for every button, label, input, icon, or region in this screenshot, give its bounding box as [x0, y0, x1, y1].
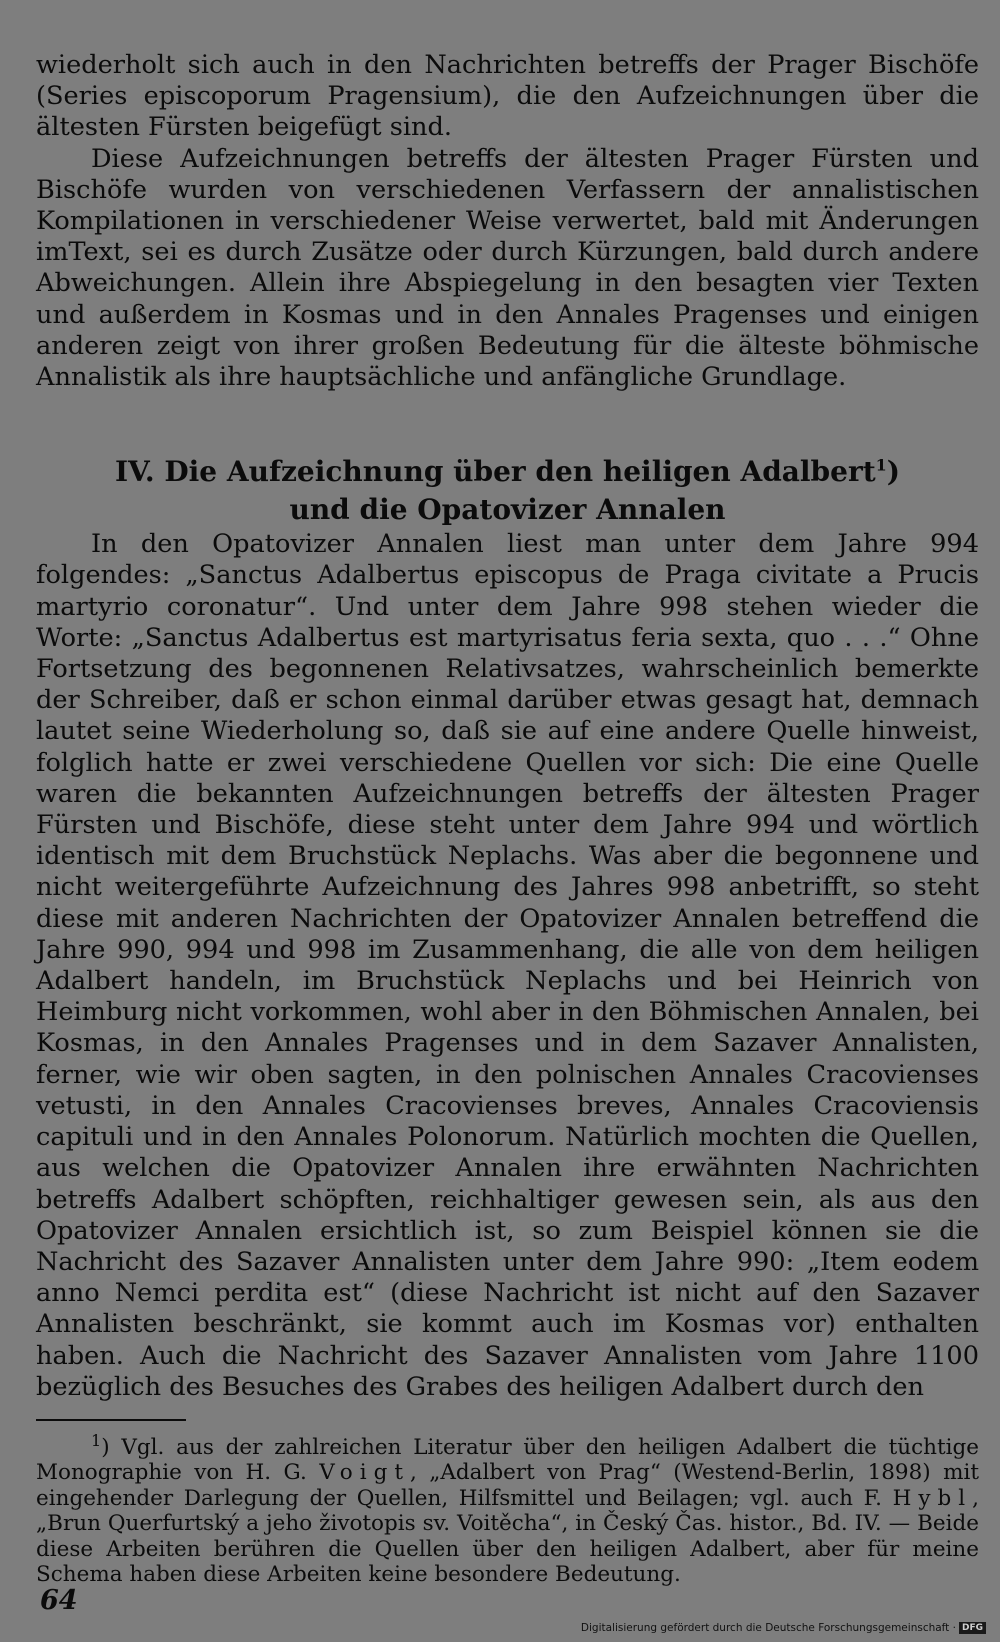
- page-content: [36, 50, 979, 1588]
- footnote-author-1: Voigt: [319, 1460, 410, 1486]
- heading-text-1: IV. Die Aufzeichnung über den heiligen Adalbert: [114, 455, 876, 489]
- section-heading: [36, 453, 979, 529]
- footnote-mark: 1: [91, 1430, 102, 1450]
- footnote: [36, 1430, 979, 1588]
- footnote-divider: [36, 1419, 186, 1421]
- heading-line-1: [36, 453, 979, 491]
- heading-paren: ): [886, 455, 901, 489]
- footnote-author-2: Hybl: [892, 1485, 973, 1511]
- paragraph-3: In den Opatovizer Annalen liest man unter dem Jahre 994 folgendes: „Sanctus Adalbertus episcopus de Praga civitate a Prucis martyrio coronatur“. Und unter dem Jahre 998 stehen wieder die Worte: „Sanctus Adalbertus est martyrisatus feria sexta, quo . . .“ Ohne Fortsetzung des begonnenen Relativsatzes, wahrscheinlich bemerkte der Schreiber, daß er schon einmal darüber etwas gesagt hat, demnach lautet seine Wiederholung so, daß sie auf eine andere Quelle hinweist, folglich hatte er zwei verschiedene Quellen vor sich: Die eine Quelle waren die bekannten Aufzeichnungen betreffs der ältesten Prager Fürsten und Bischöfe, diese steht unter dem Jahre 994 und wörtlich identisch mit dem Bruchstück Neplachs. Was aber die begonnene und nicht weitergeführte Aufzeichnung des Jahres 998 anbetrifft, so steht diese mit anderen Nachrichten der Opatovizer Annalen betreffend die Jahre 990, 994 und 998 im Zusammenhang, die alle von dem heiligen Adalbert handeln, im Bruchstück Neplachs und bei Heinrich von Heimburg nicht vorkommen, wohl aber in den Böhmischen Annalen, bei Kosmas, in den Annales Pragenses und in dem Sazaver Annalisten, ferner, wie wir oben sagten, in den polnischen Annales Cracovienses vetusti, in den Annales Cracovienses breves, Annales Cracoviensis capituli und in den Annales Polonorum. Natürlich mochten die Quellen, aus welchen die Opatovizer Annalen ihre erwähnten Nachrichten betreffs Adalbert schöpften, reichhaltiger gewesen sein, als aus den Opatovizer Annalen ersichtlich ist, so zum Beispiel können sie die Nachricht des Sazaver Annalisten unter dem Jahre 990: „Item eodem anno Nemci perdita est“ (diese Nachricht ist nicht auf den Sazaver Annalisten beschränkt, sie kommt auch im Kosmas vor) enthalten haben. Auch die Nachricht des Sazaver Annalisten vom Jahre 1100 bezüglich des Besuches des Grabes des heiligen Adalbert durch den: [36, 529, 979, 1402]
- footnote-intro: ) Vgl. aus der zahlreichen Literatur über den heiligen Adalbert die tüchtige Monographie von H. G.: [36, 1434, 979, 1486]
- heading-footnote-mark: 1: [875, 455, 887, 475]
- dfg-logo-icon: DFG: [959, 1622, 986, 1634]
- digitization-credit: [581, 1622, 986, 1634]
- paragraph-2: Diese Aufzeichnungen betreffs der ältesten Prager Fürsten und Bischöfe wurden von verschiedenen Verfassern der annalistischen Kompilationen in verschiedener Weise verwertet, bald mit Änderungen imText, sei es durch Zusätze oder durch Kürzungen, bald durch andere Abweichungen. Allein ihre Abspiegelung in den besagten vier Texten und außerdem in Kosmas und in den Annales Pragenses und einigen anderen zeigt von ihrer großen Bedeutung für die älteste böhmische Annalistik als ihre hauptsächliche und anfängliche Grundlage.: [36, 143, 979, 393]
- footnote-rest: , „Brun Querfurtský a jeho životopis sv. Voitěcha“, in Český Čas. histor., Bd. IV. — Beide diese Arbeiten berühren die Quellen über den heiligen Adalbert, aber für meine Schema haben diese Arbeiten keine besondere Bedeutung.: [36, 1485, 979, 1588]
- paragraph-1: wiederholt sich auch in den Nachrichten betreffs der Prager Bischöfe (Series episcoporum Pragensium), die den Aufzeichnungen über die ältesten Fürsten beigefügt sind.: [36, 50, 979, 143]
- credit-text: Digitalisierung gefördert durch die Deutsche Forschungsgemeinschaft ·: [580, 1622, 956, 1634]
- page-number: 64: [40, 1585, 78, 1616]
- footnote-mid: , „Adalbert von Prag“ (Westend-Berlin, 1898) mit eingehender Darlegung der Quellen, Hilfsmittel und Beilagen; vgl. auch F.: [36, 1460, 979, 1511]
- heading-line-2: und die Opatovizer Annalen: [289, 493, 726, 527]
